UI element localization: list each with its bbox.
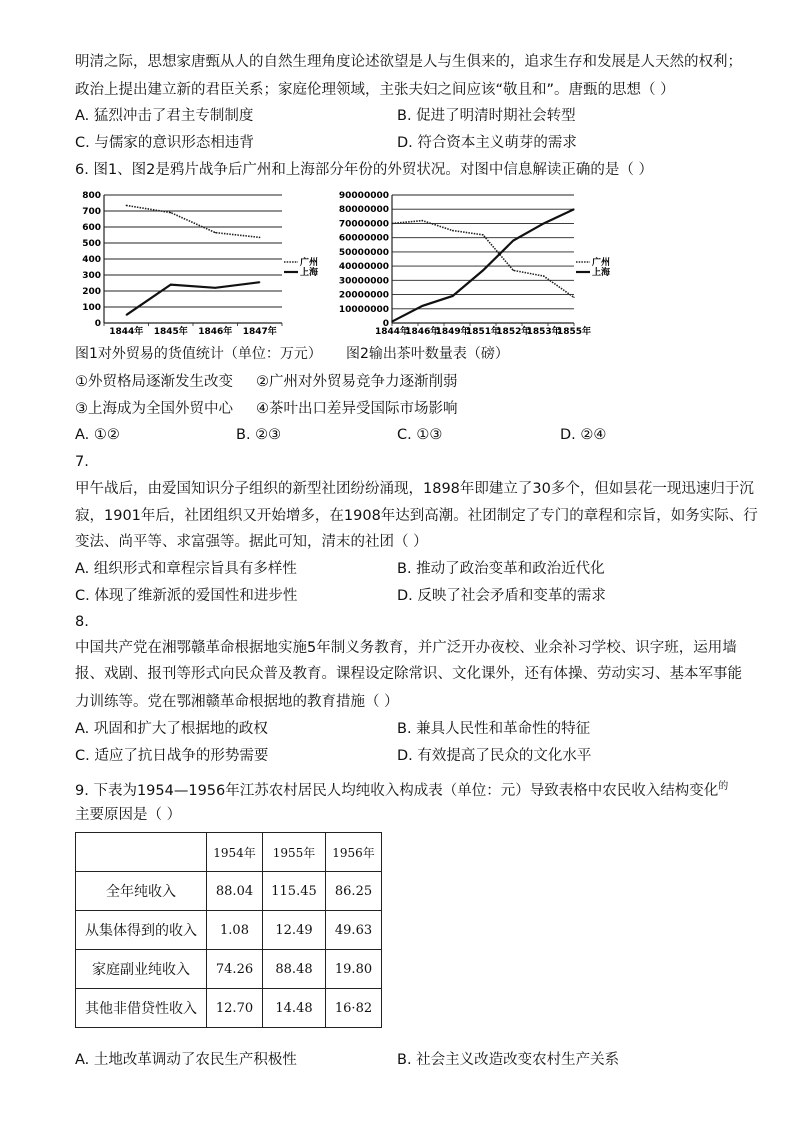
q5-option-b: B. 促进了明清时期社会转型 [397,108,576,124]
table-cell: 86.25 [326,872,382,911]
data-point [573,297,574,298]
data-point [482,234,483,235]
table-header-cell [76,833,207,872]
figure-2-tea-export-chart [338,188,642,340]
y-tick-label: 40000000 [338,262,389,273]
table-cell: 88.04 [207,872,263,911]
q7-option-b: B. 推动了政治变革和政治近代化 [397,561,605,577]
income-table [75,832,382,1028]
legend-label: 广州 [300,258,319,268]
legend-label: 上海 [300,268,319,278]
figure-1-caption: 图1对外贸易的货值统计（单位：万元） [75,346,322,362]
data-point [215,287,216,288]
q9-stem-line2: 主要原因是（ ） [75,807,182,823]
y-tick-label: 10000000 [338,304,389,315]
table-cell: 49.63 [326,911,382,950]
data-point [259,237,260,238]
table-cell: 其他非借贷性收入 [76,989,207,1028]
q7-stem-line3: 变法、尚平等、求富强等。据此可知，清末的社团（ ） [75,534,428,550]
q6-statement-1: ①外贸格局逐渐发生改变 [75,374,233,390]
q5-option-d: D. 符合资本主义萌芽的需求 [397,135,577,151]
data-point [170,284,171,285]
y-tick-label: 70000000 [338,219,389,230]
q8-option-c: C. 适应了抗日战争的形势需要 [75,748,269,764]
figure-2-caption: 图2输出茶叶数量表（磅） [346,346,509,362]
data-point [482,270,483,271]
table-header-cell: 1956年 [326,833,382,872]
table-cell: 74.26 [207,950,263,989]
data-point [452,230,453,231]
q7-stem-line1: 甲午战后，由爱国知识分子组织的新型社团纷纷涌现，1898年即建立了30多个，但如昙花一现迅速归于沉 [75,481,754,497]
q7-option-a: A. 组织形式和章程宗旨具有多样性 [75,561,297,577]
table-cell: 88.48 [263,950,326,989]
q7-stem-line2: 寂，1901年后，社团组织又开始增多，在1908年达到高潮。社团制定了专门的章程和宗旨，如务实际、行 [75,508,758,524]
series-line-shanghai [126,282,260,315]
y-tick-label: 50000000 [338,247,389,258]
x-tick-label: 1846年 [405,327,440,337]
q5-stem-line1: 明清之际，思想家唐甄从人的自然生理角度论述欲望是人与生俱来的，追求生存和发展是人天然的权利； [75,54,742,70]
figure-1-trade-value-chart [72,188,319,340]
y-tick-label: 90000000 [338,191,389,201]
y-tick-label: 300 [82,271,101,281]
q6-statement-2: ②广州对外贸易竞争力逐渐削弱 [256,374,458,390]
data-point [513,270,514,271]
table-cell: 全年纯收入 [76,872,207,911]
y-tick-label: 30000000 [338,276,389,287]
q6-statement-3: ③上海成为全国外贸中心 [75,401,233,417]
series-line-guangzhou [392,221,574,298]
y-tick-label: 800 [82,191,101,201]
data-point [259,282,260,283]
q8-stem-line1: 中国共产党在湘鄂赣革命根据地实施5年制义务教育，并广泛开办夜校、业余补习学校、识字班，运用墙 [75,640,737,656]
data-point [126,314,127,315]
table-cell: 14.48 [263,989,326,1028]
q7-number: 7. [75,454,89,470]
table-row [76,989,382,1028]
data-point [422,220,423,221]
q8-option-a: A. 巩固和扩大了根据地的政权 [75,721,268,737]
data-point [543,223,544,224]
q5-option-a: A. 猛烈冲击了君主专制制度 [75,108,254,124]
q9-option-a: A. 土地改革调动了农民生产积极性 [75,1052,297,1068]
data-point [170,212,171,213]
data-point [391,321,392,322]
table-cell: 1.08 [207,911,263,950]
legend-label: 上海 [592,268,611,278]
q6-option-c: C. ①③ [397,427,443,443]
data-point [452,295,453,296]
x-tick-label: 1847年 [242,327,277,337]
q6-option-a: A. ①② [75,427,120,443]
data-point [391,223,392,224]
q6-stem: 6. 图1、图2是鸦片战争后广州和上海部分年份的外贸状况。对图中信息解读正确的是（ ） [75,162,653,178]
y-tick-label: 60000000 [338,233,389,244]
series-line-guangzhou [126,205,260,237]
data-point [422,305,423,306]
q6-option-b: B. ②③ [236,427,282,443]
y-tick-label: 0 [94,319,101,329]
q8-number: 8. [75,614,89,630]
table-cell: 16·82 [326,989,382,1028]
q5-option-c: C. 与儒家的意识形态相违背 [75,135,254,151]
x-tick-label: 1855年 [556,327,592,337]
x-tick-label: 1845年 [153,327,188,337]
q9-option-b: B. 社会主义改造改变农村生产关系 [397,1052,620,1068]
table-cell: 从集体得到的收入 [76,911,207,950]
table-cell: 12.70 [207,989,263,1028]
q6-option-d: D. ②④ [560,427,607,443]
data-point [513,240,514,241]
table-row [76,911,382,950]
q6-statement-4: ④茶叶出口差异受国际市场影响 [256,401,458,417]
legend-label: 广州 [592,258,611,268]
data-point [126,205,127,206]
q9-stem-text: 9. 下表为1954—1956年江苏农村居民人均纯收入构成表（单位：元）导致表格中农民收入结构变化 [75,782,719,799]
table-header-row [76,833,382,872]
y-tick-label: 80000000 [338,205,389,216]
q8-stem-line3: 力训练等。党在鄂湘赣革命根据地的教育措施（ ） [75,694,399,710]
table-header-cell: 1954年 [207,833,263,872]
data-point [215,232,216,233]
x-tick-label: 1849年 [435,327,470,337]
x-tick-label: 1852年 [496,327,531,337]
q5-stem-line2: 政治上提出建立新的君臣关系；家庭伦理领域，主张夫妇之间应该“敬且和”。唐甄的思想（ ） [75,82,675,98]
data-point [573,209,574,210]
q8-stem-line2: 报、戏剧、报刊等形式向民众普及教育。课程设定除常识、文化课外，还有体操、劳动实习、基本军事能 [75,666,742,682]
y-tick-label: 0 [382,319,389,329]
table-cell: 19.80 [326,950,382,989]
y-tick-label: 700 [82,207,101,217]
x-tick-label: 1844年 [374,327,410,337]
q8-option-d: D. 有效提高了民众的文化水平 [397,748,592,764]
q8-option-b: B. 兼具人民性和革命性的特征 [397,721,591,737]
y-tick-label: 200 [82,287,101,297]
table-row [76,950,382,989]
y-tick-label: 100 [82,303,101,313]
q7-option-d: D. 反映了社会矛盾和变革的需求 [397,588,606,604]
q9-stem-line1 [75,777,728,801]
table-cell: 家庭副业纯收入 [76,950,207,989]
series-line-shanghai [392,209,574,321]
y-tick-label: 500 [82,239,101,249]
y-tick-label: 20000000 [338,290,389,301]
q9-stem-superscript: 的 [718,781,729,792]
data-point [543,275,544,276]
q7-option-c: C. 体现了维新派的爱国性和进步性 [75,588,298,604]
table-cell: 12.49 [263,911,326,950]
table-header-cell: 1955年 [263,833,326,872]
y-tick-label: 600 [82,223,101,233]
table-row [76,872,382,911]
table-cell: 115.45 [263,872,326,911]
x-tick-label: 1853年 [526,327,561,337]
y-tick-label: 400 [82,255,101,265]
x-tick-label: 1851年 [465,327,501,337]
x-tick-label: 1844年 [109,327,144,337]
x-tick-label: 1846年 [198,327,233,337]
